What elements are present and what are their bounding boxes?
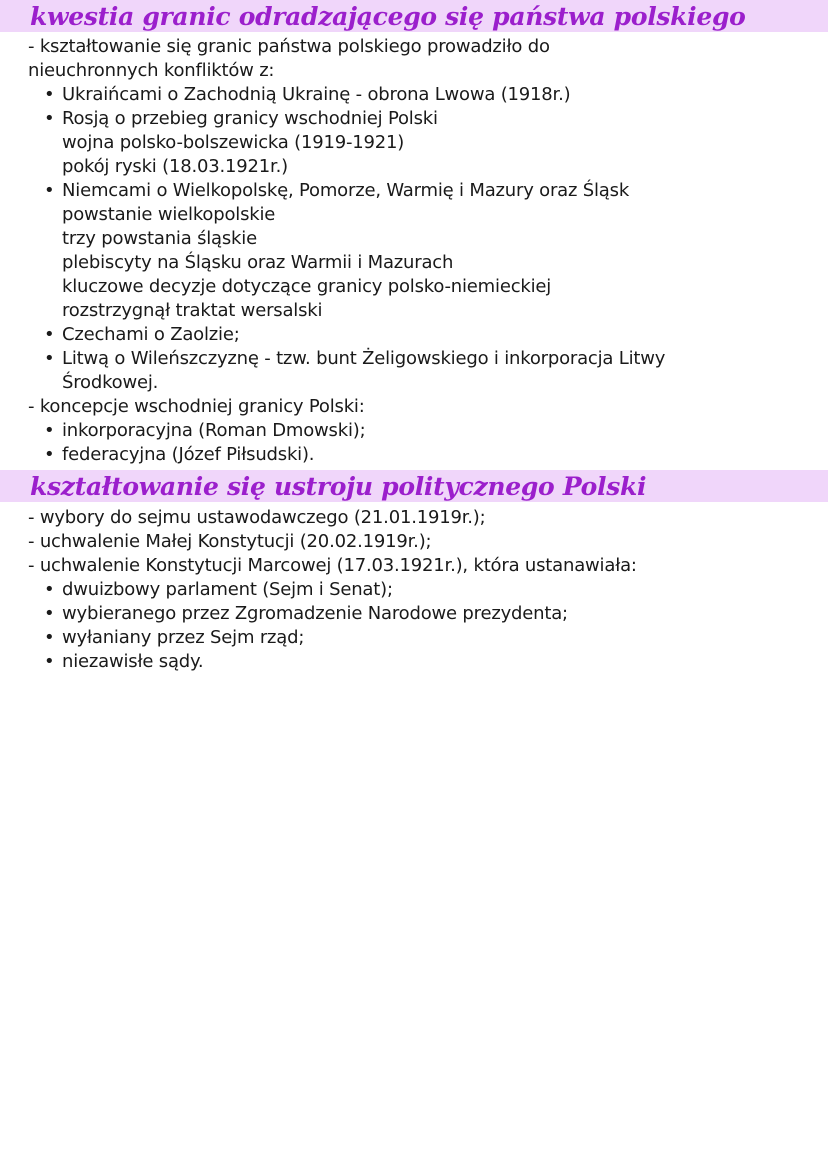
list-item: • Ukraińcami o Zachodnią Ukrainę - obrona Lwowa (1918r.) xyxy=(44,84,571,105)
list-item: • Rosją o przebieg granicy wschodniej Polski xyxy=(44,108,438,129)
list-item: • inkorporacyjna (Roman Dmowski); xyxy=(44,420,366,441)
bullet-icon: • xyxy=(44,579,55,600)
sub-line: trzy powstania śląskie xyxy=(62,228,257,249)
bullet-icon: • xyxy=(44,348,55,369)
section2-line2: - uchwalenie Małej Konstytucji (20.02.1919r.); xyxy=(28,531,432,552)
section2-title: kształtowanie się ustroju politycznego Polski xyxy=(30,471,647,501)
bullet-icon: • xyxy=(44,603,55,624)
list-item: • niezawisłe sądy. xyxy=(44,651,204,672)
sub-line: powstanie wielkopolskie xyxy=(62,204,276,225)
bullet-icon: • xyxy=(44,180,55,201)
section2-line1: - wybory do sejmu ustawodawczego (21.01.1919r.); xyxy=(28,507,486,528)
bullet-icon: • xyxy=(44,420,55,441)
sub-line: rozstrzygnął traktat wersalski xyxy=(62,300,323,321)
constitution-list xyxy=(28,578,828,674)
conflicts-list xyxy=(28,83,828,395)
list-item: • Litwą o Wileńszczyznę - tzw. bunt Żeligowskiego i inkorporacja Litwy xyxy=(44,348,666,369)
sub-line: plebiscyty na Śląsku oraz Warmii i Mazurach xyxy=(62,252,454,273)
section1-intro-line1: - kształtowanie się granic państwa polskiego prowadziło do xyxy=(28,36,550,57)
list-item: • dwuizbowy parlament (Sejm i Senat); xyxy=(44,579,393,600)
bullet-icon: • xyxy=(44,651,55,672)
section1-title: kwestia granic odradzającego się państwa polskiego xyxy=(30,1,746,31)
concepts-line: - koncepcje wschodniej granicy Polski: xyxy=(28,396,365,417)
section1-header xyxy=(0,0,828,32)
section2-header xyxy=(0,470,828,502)
bullet-icon: • xyxy=(44,84,55,105)
list-item: • wyłaniany przez Sejm rząd; xyxy=(44,627,305,648)
sub-line: pokój ryski (18.03.1921r.) xyxy=(62,156,288,177)
sub-line: kluczowe decyzje dotyczące granicy polsko-niemieckiej xyxy=(62,276,552,297)
list-item: • wybieranego przez Zgromadzenie Narodowe prezydenta; xyxy=(44,603,568,624)
list-item: • federacyjna (Józef Piłsudski). xyxy=(44,444,315,465)
section2-line3: - uchwalenie Konstytucji Marcowej (17.03.1921r.), która ustanawiała: xyxy=(28,555,637,576)
bullet-icon: • xyxy=(44,324,55,345)
bullet-icon: • xyxy=(44,444,55,465)
list-item: • Niemcami o Wielkopolskę, Pomorze, Warmię i Mazury oraz Śląsk xyxy=(44,180,630,201)
bullet-icon: • xyxy=(44,108,55,129)
sub-line: Środkowej. xyxy=(62,372,159,393)
bullet-icon: • xyxy=(44,627,55,648)
section1-intro-line2: nieuchronnych konfliktów z: xyxy=(28,60,275,81)
sub-line: wojna polsko-bolszewicka (1919-1921) xyxy=(62,132,405,153)
section1-body xyxy=(0,32,828,467)
concepts-list xyxy=(28,419,828,467)
list-item: • Czechami o Zaolzie; xyxy=(44,324,240,345)
section2-body xyxy=(0,502,828,674)
